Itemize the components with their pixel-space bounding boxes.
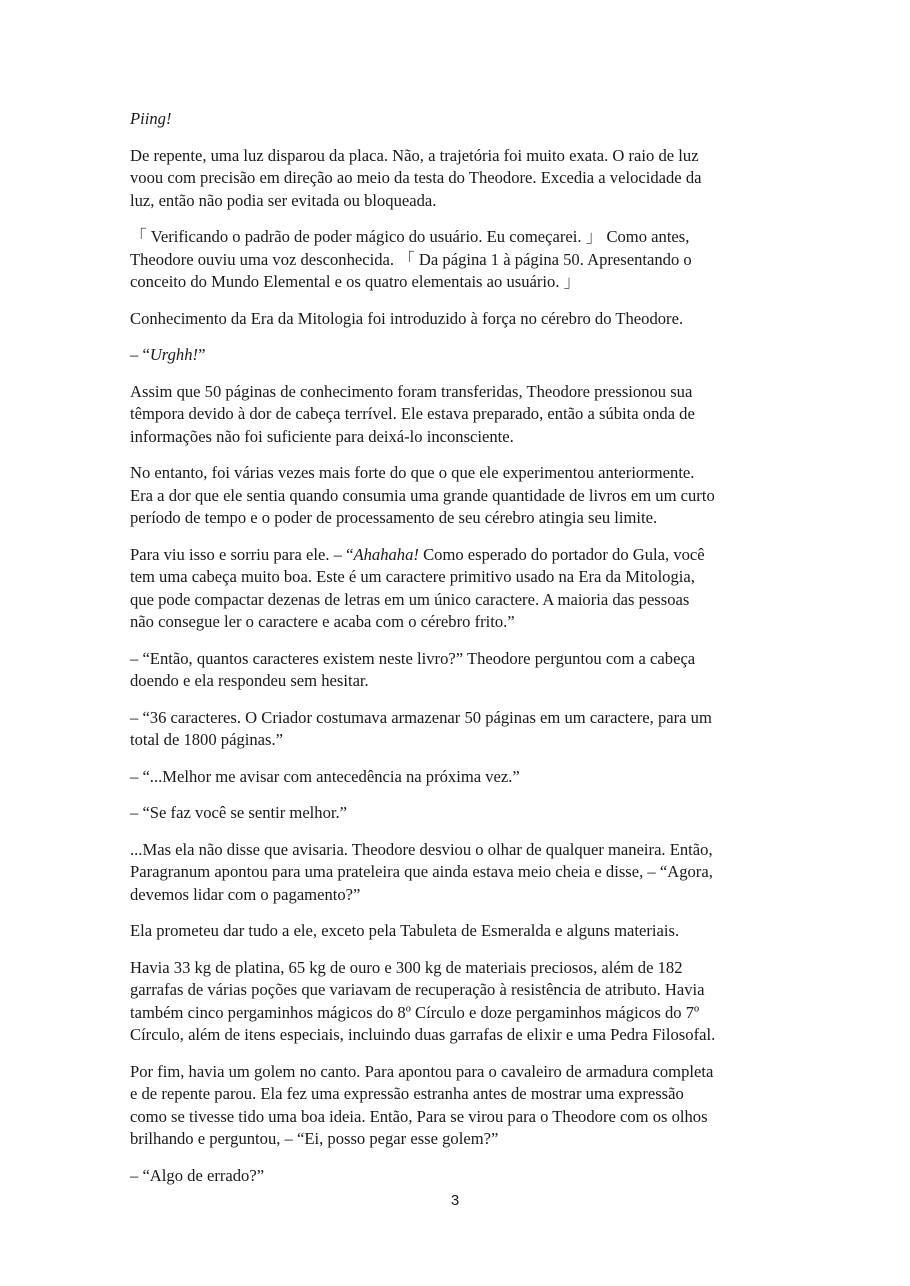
page-number: 3 bbox=[450, 1192, 460, 1209]
text-run: Ela prometeu dar tudo a ele, exceto pela Tabuleta de Esmeralda e alguns materiais. bbox=[130, 921, 680, 940]
paragraph bbox=[130, 766, 785, 789]
paragraph bbox=[130, 707, 785, 752]
text-run: – “Então, quantos caracteres existem neste livro?” Theodore perguntou com a cabeça doendo e ela respondeu sem hesitar. bbox=[130, 648, 696, 690]
text-run: – “ bbox=[130, 345, 150, 364]
text-run: – “36 caracteres. O Criador costumava armazenar 50 páginas em um caractere, para um total de 1800 páginas.” bbox=[130, 707, 712, 749]
paragraph bbox=[130, 957, 785, 1047]
text-run: – “Algo de errado?” bbox=[130, 1165, 265, 1185]
text-run: No entanto, foi várias vezes mais forte do que o que ele experimentou anteriormente. Era a dor que ele sentia quando consumia uma grande quantidade de livros em um curto período de tempo e o poder de processamento de seu cérebro atingia seu limite. bbox=[130, 463, 715, 527]
text-run: 「 Verificando o padrão de poder mágico do usuário. Eu começarei. 」 Como antes, Theodore ouviu uma voz desconhecida. 「 Da página 1 à página 50. Apresentando o conceito do Mundo Elemental e os quatro elementais ao usuário. 」 bbox=[130, 227, 692, 291]
text-run: ” bbox=[198, 345, 206, 364]
text-run: Conhecimento da Era da Mitologia foi introduzido à força no cérebro do Theodore. bbox=[130, 308, 684, 328]
paragraph bbox=[130, 1061, 785, 1151]
text-run: Assim que 50 páginas de conhecimento foram transferidas, Theodore pressionou sua têmpora devido à dor de cabeça terrível. Ele estava preparado, então a súbita onda de informações não foi suficiente para deixá-lo inconsciente. bbox=[130, 381, 695, 446]
paragraph bbox=[130, 108, 785, 131]
text-run: Por fim, havia um golem no canto. Para apontou para o cavaleiro de armadura completa e de repente parou. Ela fez uma expressão estranha antes de mostrar uma expressão como se tivesse tido uma boa ideia. Então, Para se virou para o Theodore com os olhos brilhando e perguntou, – “Ei, posso pegar esse golem?” bbox=[130, 1061, 714, 1148]
paragraph bbox=[130, 226, 785, 294]
paragraph bbox=[130, 1165, 785, 1188]
text-run: ...Mas ela não disse que avisaria. Theodore desviou o olhar de qualquer maneira. Então, Paragranum apontou para uma prateleira que ainda estava meio cheia e disse, – “Agora, devemos lidar com o pagamento?” bbox=[130, 839, 713, 904]
text-run: Como esperado do portador do Gula, você tem uma cabeça muito boa. Este é um caractere primitivo usado na Era da Mitologia, que pode compactar dezenas de letras em um único caractere. A maioria das pessoas não consegue ler o caractere e acaba com o cérebro frito.” bbox=[130, 544, 705, 631]
italic-text-run: Urghh! bbox=[149, 345, 199, 364]
paragraph bbox=[130, 920, 785, 943]
paragraph bbox=[130, 839, 785, 907]
paragraph bbox=[130, 802, 785, 825]
text-run: De repente, uma luz disparou da placa. Não, a trajetória foi muito exata. O raio de luz voou com precisão em direção ao meio da testa do Theodore. Excedia a velocidade da luz, então não podia ser evitada ou bloqueada. bbox=[130, 145, 702, 210]
page-body bbox=[130, 108, 785, 1201]
paragraph bbox=[130, 344, 785, 367]
text-run: Para viu isso e sorriu para ele. – “ bbox=[130, 544, 354, 564]
italic-text-run: Ahahaha! bbox=[353, 544, 419, 564]
paragraph bbox=[130, 308, 785, 331]
paragraph bbox=[130, 648, 785, 693]
text-run: Havia 33 kg de platina, 65 kg de ouro e 300 kg de materiais preciosos, além de 182 garrafas de várias poções que variavam de recuperação à resistência de atributo. Havia também cinco pergaminhos mágicos do 8º Círculo e doze pergaminhos mágicos do 7º Círculo, além de itens especiais, incluindo duas garrafas de elixir e uma Pedra Filosofal. bbox=[130, 957, 716, 1044]
italic-text-run: Piing! bbox=[130, 109, 172, 128]
paragraph bbox=[130, 145, 785, 213]
paragraph bbox=[130, 544, 785, 634]
text-run: – “Se faz você se sentir melhor.” bbox=[130, 803, 348, 822]
text-run: – “...Melhor me avisar com antecedência na próxima vez.” bbox=[130, 766, 520, 786]
paragraph bbox=[130, 462, 785, 530]
paragraph bbox=[130, 381, 785, 449]
